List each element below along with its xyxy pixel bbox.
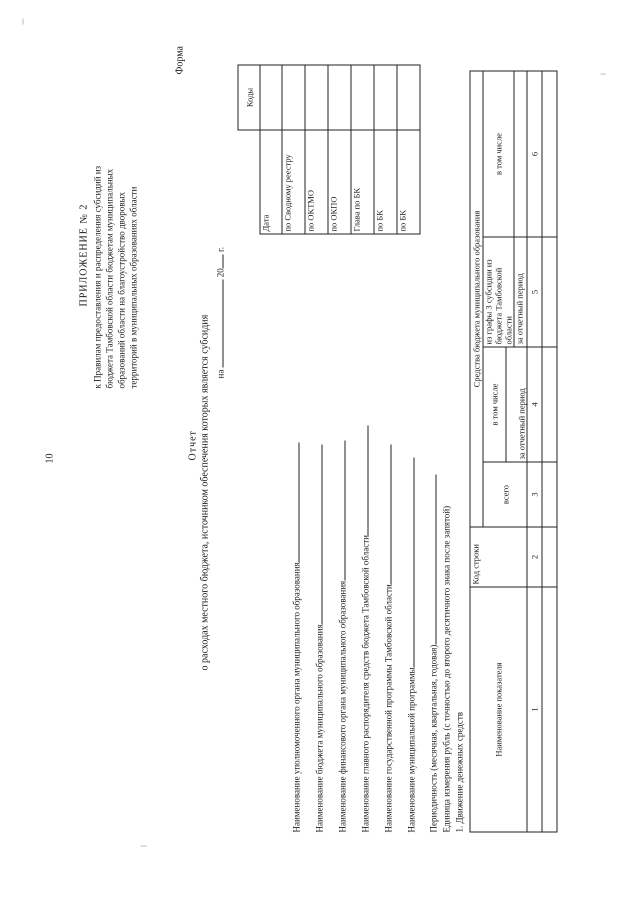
col-group-municipal: Средства бюджета муниципального образования [470,71,483,527]
table-cell [542,71,557,237]
report-subtitle: о расходах местного бюджета, источником обеспечения которых является субсидия [199,314,211,671]
codes-row-label: по БК [397,130,420,234]
field-budget-name: Наименование бюджета муниципального образования [313,444,326,832]
col-number: 4 [527,347,542,462]
appendix-line: бюджета Тамбовской области бюджетам муниципальных [104,168,115,389]
code-cell [282,65,305,130]
code-cell [374,65,397,130]
appendix-line: образований области на благоустройство дворовых [116,191,127,389]
date-year-blank [214,254,224,268]
date-suffix: г. [215,247,226,252]
report-date-line [214,247,227,379]
table-cell [542,347,557,462]
table-row [542,587,557,832]
form-label: Форма [174,46,186,75]
col-number: 5 [527,237,542,347]
col-total: всего [483,462,527,527]
appendix-title: ПРИЛОЖЕНИЕ № 2 [78,203,90,307]
col-reporting-period-2: за отчетный период [514,237,527,347]
col-number: 3 [527,462,542,527]
field-chief-administrator: Наименование главного распорядителя средств бюджета Тамбовской области [359,425,372,832]
col-from-graph-3: из графы 3 субсидии из бюджета Тамбовской области [483,237,514,347]
codes-row-label: по БК [374,130,397,234]
col-including-2: в том числе [483,71,514,237]
report-title: Отчет [187,430,199,461]
codes-row-label: Глава по БК [351,130,374,234]
rotated-page [1,0,640,905]
date-year: 20 [215,268,226,278]
section-title: 1. Движение денежных средств [454,711,465,833]
table-cell [542,237,557,347]
table-cell [542,527,557,587]
col-row-code: Код строки [470,527,527,587]
page-number: 10 [44,453,56,464]
table-cell [542,462,557,527]
appendix-line: территорий в муниципальных образованиях области [128,186,139,389]
codes-header: Коды [238,65,260,130]
col-number: 1 [527,587,542,832]
codes-row-label: по ОКТМО [305,130,328,234]
col-number: 2 [527,527,542,587]
date-prefix: на [215,369,226,379]
col-indicator-name: Наименование показателя [470,587,527,832]
code-cell [397,65,420,130]
col-reporting-period-3 [514,71,527,237]
field-authorized-organ: Наименование уполномоченного органа муниципального образования [290,442,303,832]
date-blank [214,279,224,367]
code-cell [328,65,351,130]
code-cell [351,65,374,130]
col-number: 6 [527,71,542,237]
scan-mark [601,74,606,75]
field-municipal-program: Наименование муниципальной программы [405,457,418,832]
codes-row-label: по Сводному реестру [282,130,305,234]
code-cell [260,65,282,130]
field-state-program: Наименование государственной программы Тамбовской области [382,444,395,832]
field-unit: Единица измерения рубль (с точностью до второго десятичного знака после запятой) [441,505,452,833]
codes-row-label: Дата [260,130,282,234]
scan-mark [23,19,24,25]
field-periodicity: Периодичность (месячная, квартальная, годовая) [427,475,440,833]
scan-mark [141,846,147,847]
code-cell [305,65,328,130]
field-finance-organ: Наименование финансового органа муниципального образования [336,441,349,833]
appendix-line: к Правилам предоставления и распределения субсидий из [92,165,103,389]
codes-table [238,65,421,235]
cash-flow-table [470,71,558,833]
codes-row-label: по ОКПО [328,130,351,234]
col-reporting-period: за отчетный период [506,347,527,462]
col-including: в том числе [483,347,506,462]
